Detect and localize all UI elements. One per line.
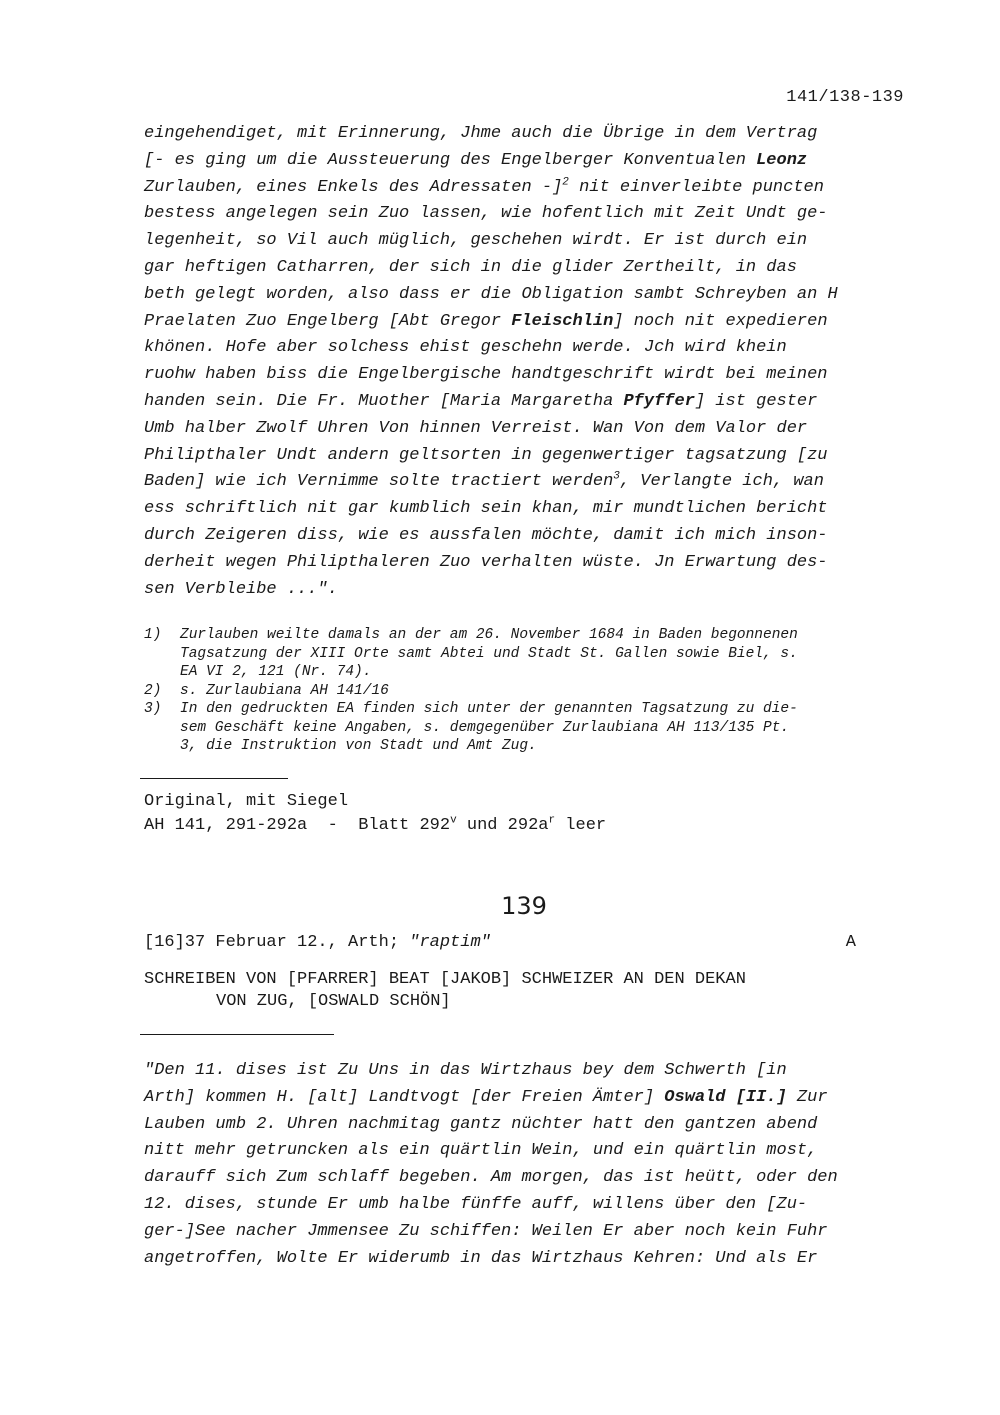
text-run: ger-]See nacher Jmmensee Zu schiffen: Weilen Er aber noch kein Fuhr bbox=[144, 1221, 828, 1241]
title-separator bbox=[140, 1034, 334, 1035]
text-run: durch Zeigeren diss, wie es aussfalen möchte, damit ich mich inson- bbox=[144, 525, 828, 545]
text-run: darauff sich Zum schlaff begeben. Am morgen, das ist heütt, oder den bbox=[144, 1168, 838, 1188]
text-line bbox=[144, 550, 904, 577]
text-line bbox=[144, 1112, 904, 1139]
page-reference: 141/138-139 bbox=[786, 88, 904, 107]
text-line bbox=[144, 121, 904, 148]
letter-139-text bbox=[144, 1058, 904, 1272]
text-run: handen sein. Die Fr. Muother [Maria Margaretha bbox=[144, 391, 624, 411]
text-line bbox=[144, 443, 904, 470]
text-run: [- es ging um die Aussteuerung des Engelberger Konventualen bbox=[144, 150, 757, 170]
text-line bbox=[144, 201, 904, 228]
person-name: Leonz bbox=[756, 150, 808, 170]
footnote-line: sem Geschäft keine Angaben, s. demgegenüber Zurlaubiana AH 113/135 Pt. bbox=[180, 719, 790, 736]
text-run: ruohw haben biss die Engelbergische handtgeschrift wirdt bei meinen bbox=[144, 365, 828, 385]
source-ref: AH 141, 291-292a - Blatt 292 bbox=[144, 816, 451, 835]
footnote-ref: 2 bbox=[562, 175, 569, 188]
document-title-line-2: VON ZUG, [OSWALD SCHÖN] bbox=[216, 992, 451, 1011]
footnote-number: 3) bbox=[144, 701, 162, 717]
source-ref-and: und 292a bbox=[456, 816, 549, 835]
text-line bbox=[144, 416, 904, 443]
footnote-line: s. Zurlaubiana AH 141/16 bbox=[180, 682, 389, 699]
text-line bbox=[144, 1246, 904, 1273]
footnote-text bbox=[180, 700, 904, 756]
footnote-line: 3, die Instruktion von Stadt und Amt Zug. bbox=[180, 738, 537, 754]
footnote-line: EA VI 2, 121 (Nr. 74). bbox=[180, 664, 372, 680]
text-line bbox=[144, 175, 904, 202]
text-line bbox=[144, 255, 904, 282]
source-line-1: Original, mit Siegel bbox=[144, 792, 349, 811]
text-run: "Den 11. dises ist Zu Uns in das Wirtzhaus bey dem Schwerth [in bbox=[144, 1061, 787, 1080]
footnote bbox=[144, 682, 904, 701]
source-ref-empty: leer bbox=[555, 816, 607, 835]
text-run: Zurlauben, eines Enkels des Adressaten -] bbox=[144, 177, 563, 197]
text-run: Philipthaler Undt andern geltsorten in gegenwertiger tagsatzung [zu bbox=[144, 445, 828, 465]
letter-138-continuation bbox=[144, 121, 904, 603]
document-number: 139 bbox=[501, 892, 547, 920]
text-line bbox=[144, 469, 904, 496]
text-line bbox=[144, 496, 904, 523]
text-line bbox=[144, 1138, 904, 1165]
text-run: 12. dises, stunde Er umb halbe fünffe auff, willens über den [Zu- bbox=[144, 1194, 808, 1214]
text-line bbox=[144, 577, 904, 604]
source-line-2 bbox=[144, 814, 606, 838]
footnote-line: Tagsatzung der XIII Orte samt Abtei und Stadt St. Gallen sowie Biel, s. bbox=[180, 645, 798, 662]
footnote-line: Zurlauben weilte damals an der am 26. November 1684 in Baden begonnenen bbox=[180, 627, 798, 643]
text-run: eingehendiget, mit Erinnerung, Jhme auch die Übrige in dem Vertrag bbox=[144, 124, 818, 143]
date-place: [16]37 Februar 12., Arth; bbox=[144, 933, 410, 952]
dateline bbox=[144, 932, 856, 954]
text-line bbox=[144, 1085, 904, 1112]
text-line bbox=[144, 228, 904, 255]
footnote-line: In den gedruckten EA finden sich unter der genannten Tagsatzung zu die- bbox=[180, 701, 798, 717]
footnotes bbox=[144, 626, 904, 756]
text-run: Umb halber Zwolf Uhren Von hinnen Verreist. Wan Von dem Valor der bbox=[144, 418, 808, 438]
text-run: Baden] wie ich Vernimme solte tractiert werden bbox=[144, 472, 614, 492]
text-run: gar heftigen Catharren, der sich in die glider Zertheilt, in das bbox=[144, 257, 797, 277]
text-run: nitt mehr getruncken als ein quärtlin Wein, und ein quärtlin most, bbox=[144, 1141, 818, 1161]
text-line bbox=[144, 148, 904, 175]
text-line bbox=[144, 1058, 904, 1085]
footnote-ref: 3 bbox=[613, 470, 620, 483]
text-run: Arth] kommen H. [alt] Landtvogt [der Freien Ämter] bbox=[144, 1087, 665, 1107]
text-run: nit einverleibte puncten bbox=[568, 177, 824, 197]
text-run: ess schriftlich nit gar kumblich sein khan, mir mundtlichen bericht bbox=[144, 499, 828, 519]
verso-mark: v bbox=[450, 814, 457, 827]
text-run: ] noch nit expedieren bbox=[613, 311, 828, 331]
text-run: beth gelegt worden, also dass er die Obligation sambt Schreyben an H bbox=[144, 284, 838, 304]
text-run: , Verlangte ich, wan bbox=[619, 472, 824, 492]
person-name: Fleischlin bbox=[511, 311, 614, 331]
footnote-separator bbox=[140, 778, 288, 779]
footnote-number: 2) bbox=[144, 682, 162, 699]
text-run: Lauben umb 2. Uhren nachmitag gantz nüchter hatt den gantzen abend bbox=[144, 1114, 818, 1134]
footnote bbox=[144, 626, 904, 682]
text-line bbox=[144, 523, 904, 550]
document-title-line-1: SCHREIBEN VON [PFARRER] BEAT [JAKOB] SCHWEIZER AN DEN DEKAN bbox=[144, 970, 746, 989]
text-run: bestess angelegen sein Zuo lassen, wie hofentlich mit Zeit Undt ge- bbox=[144, 204, 828, 224]
text-run: khönen. Hofe aber solchess ehist geschehn werde. Jch wird khein bbox=[144, 338, 787, 358]
text-line bbox=[144, 1219, 904, 1246]
text-line bbox=[144, 282, 904, 309]
footnote-text bbox=[180, 682, 904, 701]
recto-mark: r bbox=[548, 814, 556, 827]
document-category: A bbox=[845, 933, 856, 952]
text-run: legenheit, so Vil auch müglich, geschehen wirdt. Er ist durch ein bbox=[144, 231, 808, 251]
text-line bbox=[144, 389, 904, 416]
text-run: sen Verbleibe ...". bbox=[144, 579, 338, 599]
text-run: ] ist gester bbox=[694, 391, 818, 411]
person-name: Oswald [II.] bbox=[664, 1087, 787, 1107]
date-note: "raptim" bbox=[409, 933, 491, 952]
text-run: Zur bbox=[786, 1087, 828, 1107]
footnote-number: 1) bbox=[144, 627, 162, 643]
footnote-text bbox=[180, 626, 904, 682]
person-name: Pfyffer bbox=[623, 391, 695, 411]
text-line bbox=[144, 335, 904, 362]
text-run: Praelaten Zuo Engelberg [Abt Gregor bbox=[144, 311, 512, 331]
document-title bbox=[144, 969, 746, 1013]
text-run: derheit wegen Philipthaleren Zuo verhalten wüste. Jn Erwartung des- bbox=[144, 552, 828, 572]
text-line bbox=[144, 309, 904, 336]
footnote bbox=[144, 700, 904, 756]
text-line bbox=[144, 362, 904, 389]
text-run: angetroffen, Wolte Er widerumb in das Wirtzhaus Kehren: Und als Er bbox=[144, 1248, 818, 1268]
text-line bbox=[144, 1192, 904, 1219]
text-line bbox=[144, 1165, 904, 1192]
